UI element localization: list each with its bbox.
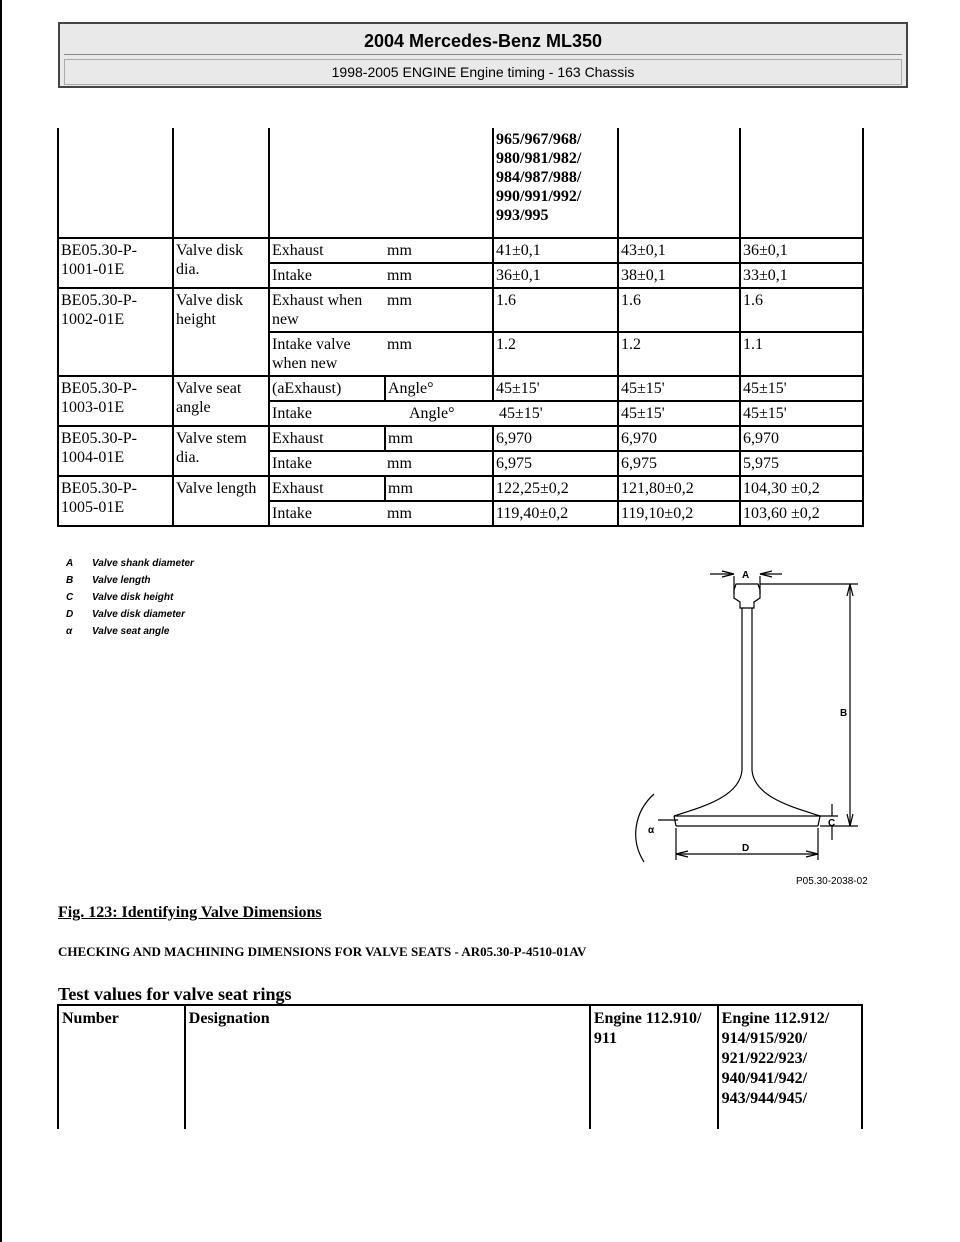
spec-value: 6,970 [618, 426, 740, 451]
spec-value: 6,970 [493, 426, 618, 451]
spec-value: 41±0,1 [493, 238, 618, 263]
spec-value: 119,40±0,2 [493, 501, 618, 526]
section-heading: CHECKING AND MACHINING DIMENSIONS FOR VALVE SEATS - AR05.30-P-4510-01AV [58, 944, 587, 959]
label-d: D [742, 843, 750, 854]
legend-text: Valve length [92, 575, 151, 586]
table-row [58, 238, 863, 263]
spec-number: BE05.30-P-1001-01E [58, 238, 173, 288]
spec-type: Exhaust [269, 426, 385, 451]
spec-value: 103,60 ±0,2 [740, 501, 863, 526]
spec-value: 1.2 [493, 332, 618, 376]
spec-value: 122,25±0,2 [493, 476, 618, 501]
legend-text: Valve disk height [92, 592, 174, 603]
column-header-designation: Designation [185, 1005, 590, 1129]
legend-key: C [66, 592, 74, 603]
legend-text: Valve shank diameter [92, 558, 194, 569]
spec-value: 36±0,1 [740, 238, 863, 263]
spec-number: BE05.30-P-1005-01E [58, 476, 173, 526]
spec-unit: mm [385, 288, 493, 332]
figure-id: P05.30-2038-02 [796, 876, 868, 887]
spec-unit: mm [385, 263, 493, 288]
spec-value: 6,975 [493, 451, 618, 476]
spec-value: 121,80±0,2 [618, 476, 740, 501]
spec-number: BE05.30-P-1004-01E [58, 426, 173, 476]
spec-value: 1.6 [493, 288, 618, 332]
valve-drawing [58, 550, 878, 890]
legend-text: Valve seat angle [92, 626, 170, 637]
spec-unit: Angle° [385, 376, 493, 401]
column-header-number: Number [58, 1005, 185, 1129]
valve-dimensions-figure [58, 550, 878, 890]
spec-value: 38±0,1 [618, 263, 740, 288]
spec-value: 6,970 [740, 426, 863, 451]
spec-value: 36±0,1 [493, 263, 618, 288]
table-header-row [58, 1005, 862, 1129]
spec-type: Exhaust [269, 238, 385, 263]
column-header-engine-1: Engine 112.910/ 911 [590, 1005, 718, 1129]
spec-unit: mm [385, 501, 493, 526]
spec-type: Intake [269, 401, 385, 426]
valve-spec-table [57, 128, 864, 527]
spec-unit: mm [385, 238, 493, 263]
table-row [58, 288, 863, 332]
spec-value: 45±15' [618, 376, 740, 401]
label-c: C [828, 818, 836, 829]
spec-value: 45±15' [618, 401, 740, 426]
spec-type: Intake [269, 501, 385, 526]
spec-number: BE05.30-P-1003-01E [58, 376, 173, 426]
legend-text: Valve disk diameter [92, 609, 186, 620]
spec-type: Intake [269, 263, 385, 288]
spec-value: 43±0,1 [618, 238, 740, 263]
spec-value: 1.6 [740, 288, 863, 332]
spec-value: 1.1 [740, 332, 863, 376]
page-header [58, 22, 908, 88]
table-row [58, 476, 863, 501]
spec-value: 119,10±0,2 [618, 501, 740, 526]
spec-unit: mm [385, 426, 493, 451]
spec-type: (aExhaust) [269, 376, 385, 401]
spec-unit: Angle° [385, 401, 493, 426]
figure-caption: Fig. 123: Identifying Valve Dimensions [58, 904, 322, 921]
label-a: A [742, 570, 750, 581]
spec-value: 45±15' [493, 376, 618, 401]
legend-key: D [66, 609, 74, 620]
spec-type: Intake [269, 451, 385, 476]
legend-key: α [66, 626, 73, 637]
spec-unit: mm [385, 332, 493, 376]
spec-number: BE05.30-P-1002-01E [58, 288, 173, 376]
engine-column-header: 965/967/968/ 980/981/982/ 984/987/988/ 990/991/992/ 993/995 [493, 128, 618, 238]
spec-value: 6,975 [618, 451, 740, 476]
spec-designation: Valve disk dia. [173, 238, 269, 288]
table-row [58, 376, 863, 401]
spec-designation: Valve stem dia. [173, 426, 269, 476]
spec-unit: mm [385, 451, 493, 476]
spec-designation: Valve disk height [173, 288, 269, 376]
spec-value: 45±15' [740, 376, 863, 401]
legend-key: A [66, 558, 74, 569]
header-title: 2004 Mercedes-Benz ML350 [64, 28, 902, 55]
label-b: B [840, 708, 848, 719]
spec-unit: mm [385, 476, 493, 501]
table-row [58, 128, 863, 238]
header-subtitle: 1998-2005 ENGINE Engine timing - 163 Chassis [64, 59, 902, 85]
spec-type: Intake valve when new [269, 332, 385, 376]
spec-designation: Valve length [173, 476, 269, 526]
page-border [0, 0, 2, 1242]
spec-value: 5,975 [740, 451, 863, 476]
legend-key: B [66, 575, 74, 586]
subheading: Test values for valve seat rings [58, 984, 292, 1004]
spec-value: 33±0,1 [740, 263, 863, 288]
spec-value: 1.2 [618, 332, 740, 376]
spec-designation: Valve seat angle [173, 376, 269, 426]
spec-type: Exhaust [269, 476, 385, 501]
valve-seat-test-table [57, 1004, 863, 1129]
column-header-engine-2: Engine 112.912/ 914/915/920/ 921/922/923/ 940/941/942/ 943/944/945/ [718, 1005, 862, 1129]
spec-value: 1.6 [618, 288, 740, 332]
spec-value: 45±15' [493, 401, 618, 426]
table-row [58, 426, 863, 451]
spec-type: Exhaust when new [269, 288, 385, 332]
spec-value: 45±15' [740, 401, 863, 426]
spec-value: 104,30 ±0,2 [740, 476, 863, 501]
label-alpha: α [648, 825, 655, 836]
